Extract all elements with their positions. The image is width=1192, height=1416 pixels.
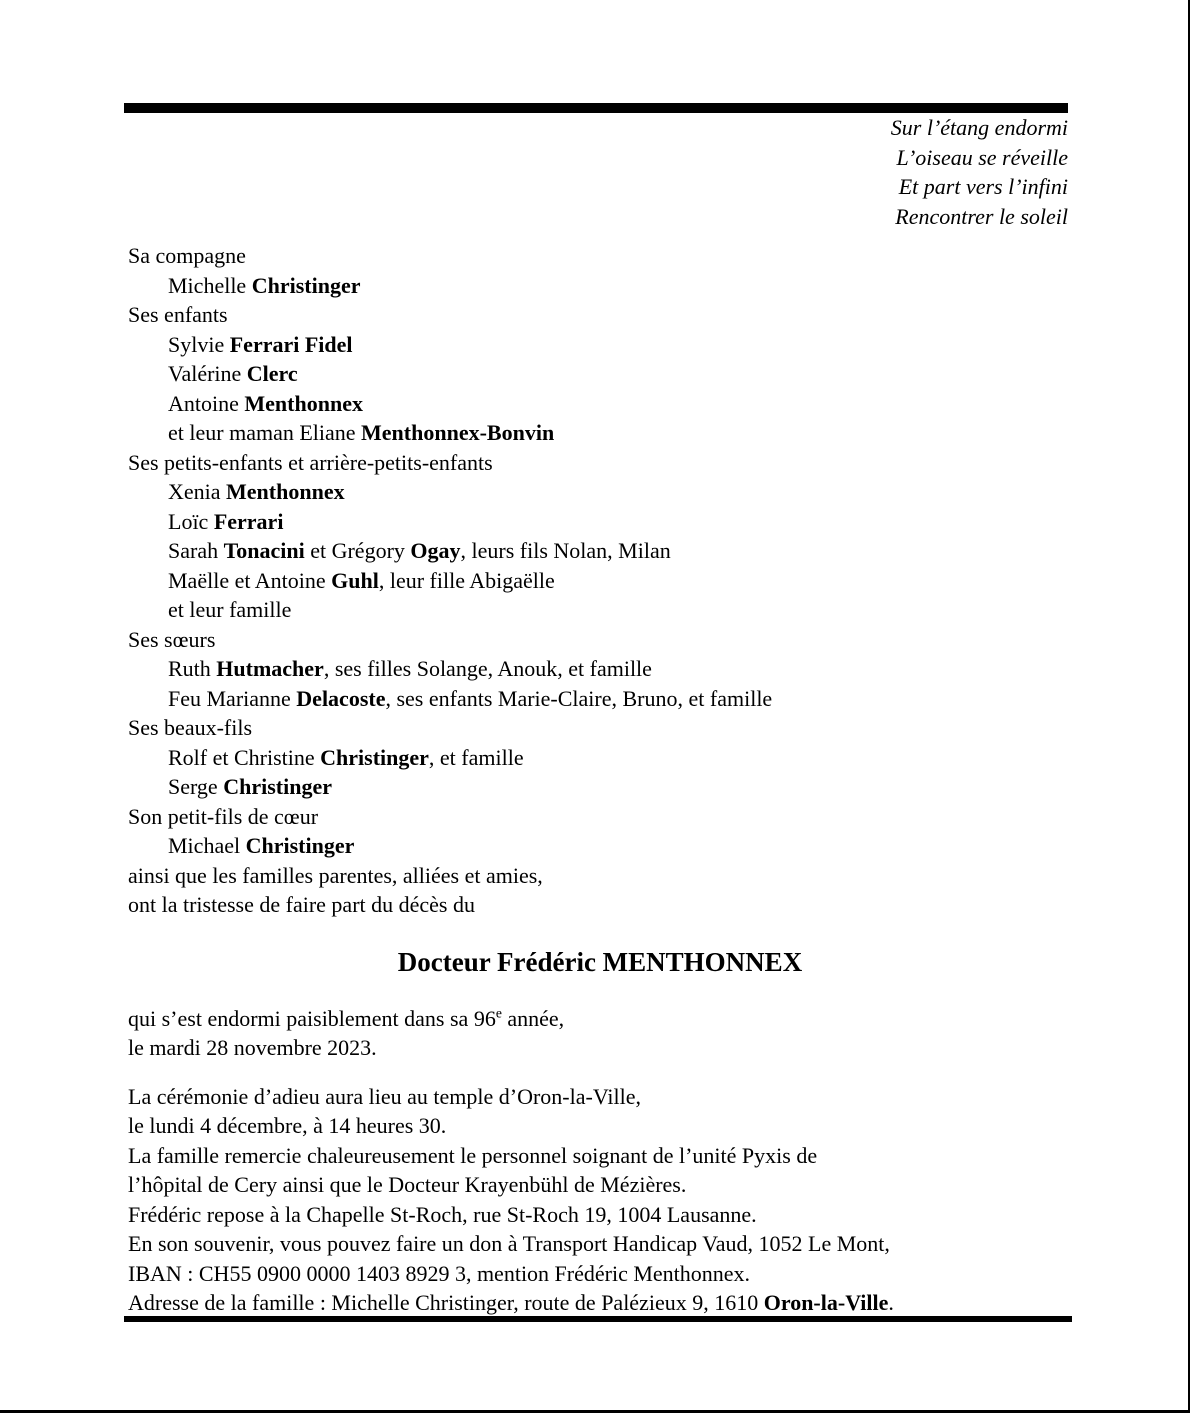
text-segment: IBAN : CH55 0900 0000 1403 8929 3, mention Frédéric Menthonnex. xyxy=(128,1260,751,1286)
text-segment: . xyxy=(888,1290,894,1315)
text-line xyxy=(128,772,1072,802)
text-line xyxy=(128,890,1072,920)
text-line xyxy=(128,684,1072,714)
text-line xyxy=(128,595,1072,625)
text-line xyxy=(128,1141,1072,1171)
text-line xyxy=(128,359,1072,389)
text-line xyxy=(128,1259,1072,1289)
text-segment: Christinger xyxy=(223,774,332,799)
text-segment: Adresse de la famille : Michelle Christinger, route de Palézieux 9, 1610 xyxy=(128,1290,764,1315)
text-segment: , et famille xyxy=(428,744,524,770)
text-line xyxy=(128,477,1072,507)
text-line xyxy=(128,241,1072,271)
text-segment: Oron-la-Ville xyxy=(763,1290,889,1315)
text-line xyxy=(128,418,1072,448)
text-line xyxy=(128,1229,1072,1259)
family-list xyxy=(128,241,1072,920)
death-details xyxy=(128,1004,1072,1063)
text-line xyxy=(128,1170,1072,1200)
text-segment: Maëlle et Antoine xyxy=(168,567,332,593)
text-segment: et leur maman Eliane xyxy=(168,420,362,445)
text-line: L’oiseau se réveille xyxy=(896,144,1068,170)
text-line xyxy=(128,389,1072,419)
text-segment: Antoine xyxy=(168,390,245,416)
text-line xyxy=(128,566,1072,596)
text-segment: , ses enfants Marie-Claire, Bruno, et famille xyxy=(385,685,773,711)
text-segment: En son souvenir, vous pouvez faire un don à Transport Handicap Vaud, 1052 Le Mont, xyxy=(128,1231,890,1256)
page-edge-bottom xyxy=(0,1410,1190,1413)
text-line xyxy=(128,743,1072,773)
text-segment: , ses filles Solange, Anouk, et famille xyxy=(323,656,652,681)
text-segment: La famille remercie chaleureusement le personnel soignant de l’unité Pyxis de xyxy=(128,1142,818,1168)
text-segment: Hutmacher xyxy=(216,656,324,681)
text-segment: Ses beaux-fils xyxy=(128,715,253,740)
text-line xyxy=(128,713,1072,743)
ceremony-details xyxy=(128,1082,1072,1318)
text-line xyxy=(128,300,1072,330)
text-line: Sur l’étang endormi xyxy=(890,115,1068,140)
text-line: Rencontrer le soleil xyxy=(895,203,1068,229)
text-line xyxy=(128,330,1072,360)
text-segment: l’hôpital de Cery ainsi que le Docteur Krayenbühl de Mézières. xyxy=(128,1172,687,1197)
text-segment: Ferrari xyxy=(213,508,284,534)
text-segment: , leur fille Abigaëlle xyxy=(378,567,555,593)
text-segment: Ses enfants xyxy=(128,302,228,327)
text-segment: Feu Marianne xyxy=(168,685,297,711)
text-line xyxy=(128,802,1072,832)
text-line xyxy=(128,1033,1072,1063)
text-segment: ont la tristesse de faire part du décès du xyxy=(128,892,475,917)
text-line xyxy=(128,1004,1072,1034)
text-line xyxy=(128,536,1072,566)
text-segment: Menthonnex-Bonvin xyxy=(361,420,555,445)
text-line xyxy=(128,861,1072,891)
epigraph xyxy=(124,113,1068,231)
page-edge-right xyxy=(1188,0,1190,1413)
text-segment: Menthonnex xyxy=(226,479,345,504)
text-segment: Michelle xyxy=(168,272,252,298)
text-segment: le lundi 4 décembre, à 14 heures 30. xyxy=(128,1113,447,1138)
deceased-name-title: Docteur Frédéric MENTHONNEX xyxy=(397,946,803,977)
top-horizontal-rule xyxy=(124,103,1068,113)
text-segment: Sylvie xyxy=(168,331,230,357)
text-segment: et leur famille xyxy=(168,597,292,622)
text-segment: Ses sœurs xyxy=(128,626,216,652)
text-segment: Frédéric repose à la Chapelle St-Roch, rue St-Roch 19, 1004 Lausanne. xyxy=(128,1201,757,1227)
text-line: Et part vers l’infini xyxy=(898,174,1068,199)
text-segment: Ferrari Fidel xyxy=(229,331,353,357)
text-segment: , leurs fils Nolan, Milan xyxy=(460,538,671,563)
text-line xyxy=(128,654,1072,684)
text-line xyxy=(128,625,1072,655)
text-segment: Guhl xyxy=(331,567,379,593)
text-line xyxy=(128,1111,1072,1141)
text-segment: Loïc xyxy=(168,508,214,534)
text-line xyxy=(128,1200,1072,1230)
text-segment: année, xyxy=(501,1005,565,1031)
obituary-body xyxy=(128,241,1072,1318)
text-segment: qui s’est endormi paisiblement dans sa 96 xyxy=(128,1005,496,1031)
text-segment: e xyxy=(495,1005,502,1021)
text-segment: Christinger xyxy=(251,272,361,298)
text-line xyxy=(128,1288,1072,1318)
text-segment: le mardi 28 novembre 2023. xyxy=(128,1035,377,1060)
text-segment: Serge xyxy=(168,774,224,799)
text-segment: Clerc xyxy=(246,361,298,386)
text-line xyxy=(128,1082,1072,1112)
text-segment: Michael xyxy=(168,833,246,858)
text-segment: Son petit-fils de cœur xyxy=(128,803,319,829)
text-segment: Sa compagne xyxy=(128,243,246,268)
text-segment: Christinger xyxy=(245,833,355,858)
text-segment: La cérémonie d’adieu aura lieu au temple d’Oron-la-Ville, xyxy=(128,1083,641,1109)
text-segment: Valérine xyxy=(168,361,247,386)
text-segment: Menthonnex xyxy=(244,390,363,416)
text-segment: Delacoste xyxy=(296,685,386,711)
text-line xyxy=(128,831,1072,861)
text-segment: et Grégory xyxy=(304,538,411,563)
bottom-horizontal-rule xyxy=(124,1316,1072,1322)
text-segment: Tonacini xyxy=(223,538,305,563)
text-segment: Christinger xyxy=(320,744,429,770)
text-segment: Sarah xyxy=(168,538,224,563)
text-segment: Ruth xyxy=(168,656,217,681)
text-segment: Rolf et Christine xyxy=(168,744,321,770)
text-line xyxy=(128,507,1072,537)
text-line xyxy=(128,448,1072,478)
text-segment: ainsi que les familles parentes, alliées et amies, xyxy=(128,862,543,888)
text-line xyxy=(128,271,1072,301)
text-segment: Ses petits-enfants et arrière-petits-enfants xyxy=(128,449,493,475)
text-segment: Xenia xyxy=(168,479,227,504)
text-segment: Ogay xyxy=(410,538,461,563)
